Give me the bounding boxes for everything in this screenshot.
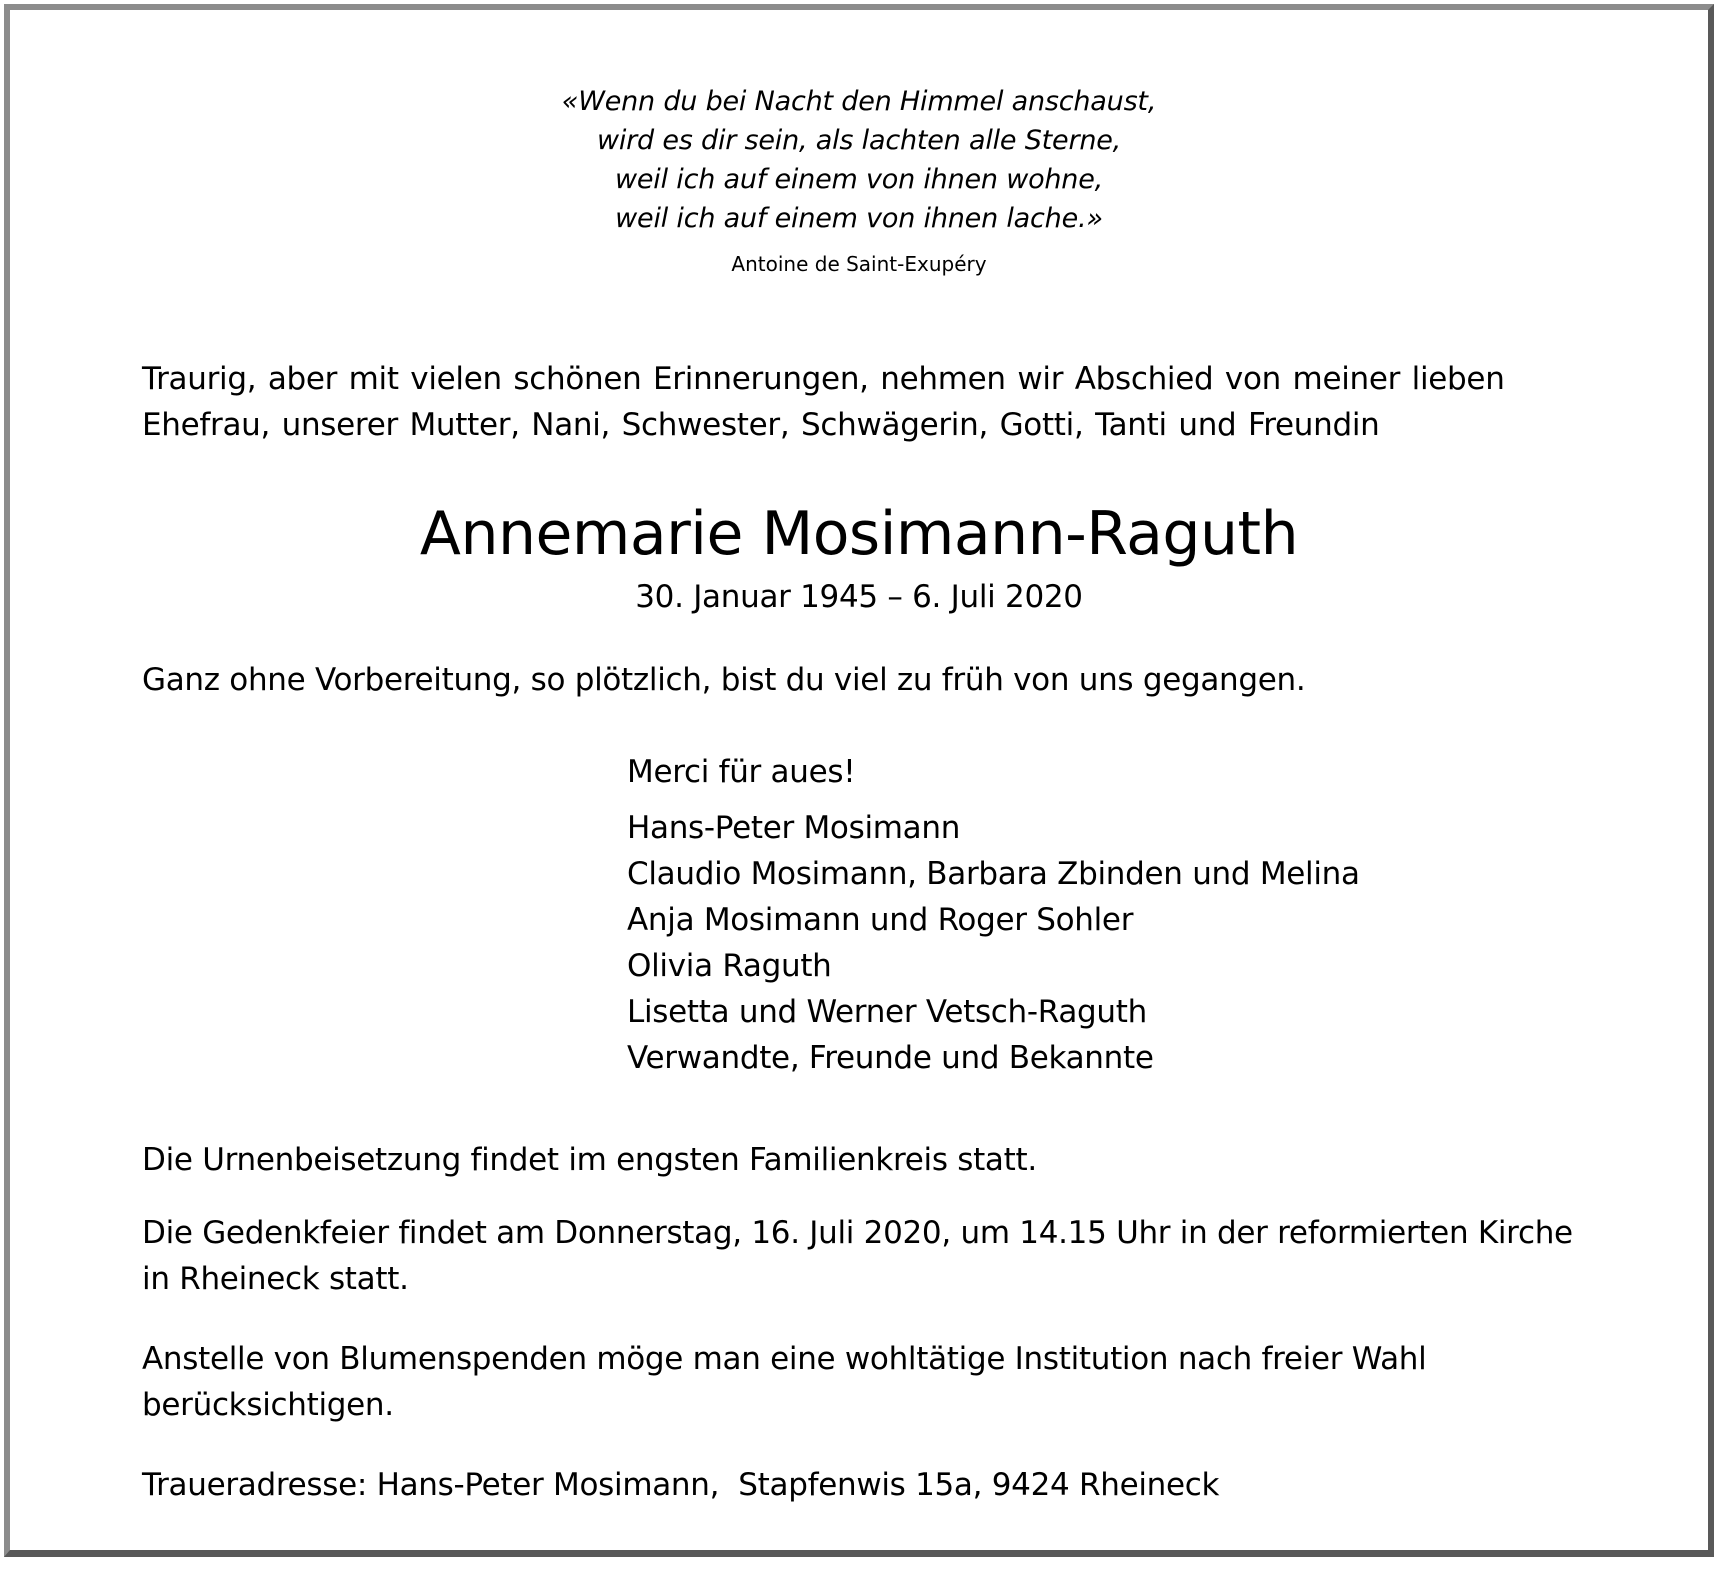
deceased-name: Annemarie Mosimann-Raguth — [419, 499, 1299, 569]
life-dates: 30. Januar 1945 – 6. Juli 2020 — [635, 579, 1083, 615]
signer: Anja Mosimann und Roger Sohler — [627, 902, 1134, 938]
signer: Lisetta und Werner Vetsch-Raguth — [627, 994, 1147, 1030]
signer: Olivia Raguth — [627, 948, 832, 984]
memorial-service-notice: Die Gedenkfeier findet am Donnerstag, 16. Juli 2020, um 14.15 Uhr in der reformierten Kirche in Rheineck statt. — [142, 1215, 1573, 1297]
quote-line: «Wenn du bei Nacht den Himmel anschaust, — [561, 86, 1157, 117]
quote-line: weil ich auf einem von ihnen wohne, — [614, 164, 1104, 195]
quote — [10, 82, 1708, 238]
signer: Claudio Mosimann, Barbara Zbinden und Melina — [627, 856, 1360, 892]
urn-burial-notice: Die Urnenbeisetzung findet im engsten Familienkreis statt. — [142, 1142, 1037, 1178]
intro-text: Traurig, aber mit vielen schönen Erinnerungen, nehmen wir Abschied von meiner lieben Ehefrau, unserer Mutter, Nani, Schwester, Schwägerin, Gotti, Tanti und Freundin — [142, 361, 1505, 443]
thanks-line: Merci für aues! — [627, 754, 856, 790]
quote-author: Antoine de Saint-Exupéry — [731, 252, 987, 276]
signer: Hans-Peter Mosimann — [627, 810, 961, 846]
donation-notice: Anstelle von Blumenspenden möge man eine wohltätige Institution nach freier Wahl berücksichtigen. — [142, 1341, 1427, 1423]
mourning-address: Traueradresse: Hans-Peter Mosimann, Stapfenwis 15a, 9424 Rheineck — [142, 1467, 1220, 1503]
obituary-frame — [4, 4, 1714, 1557]
quote-line: wird es dir sein, als lachten alle Sterne, — [596, 125, 1122, 156]
farewell-text: Ganz ohne Vorbereitung, so plötzlich, bist du viel zu früh von uns gegangen. — [142, 662, 1306, 698]
signer: Verwandte, Freunde und Bekannte — [627, 1040, 1154, 1076]
quote-line: weil ich auf einem von ihnen lache.» — [615, 203, 1103, 234]
obituary-content — [10, 10, 1708, 1550]
signers-block — [627, 749, 1360, 1081]
